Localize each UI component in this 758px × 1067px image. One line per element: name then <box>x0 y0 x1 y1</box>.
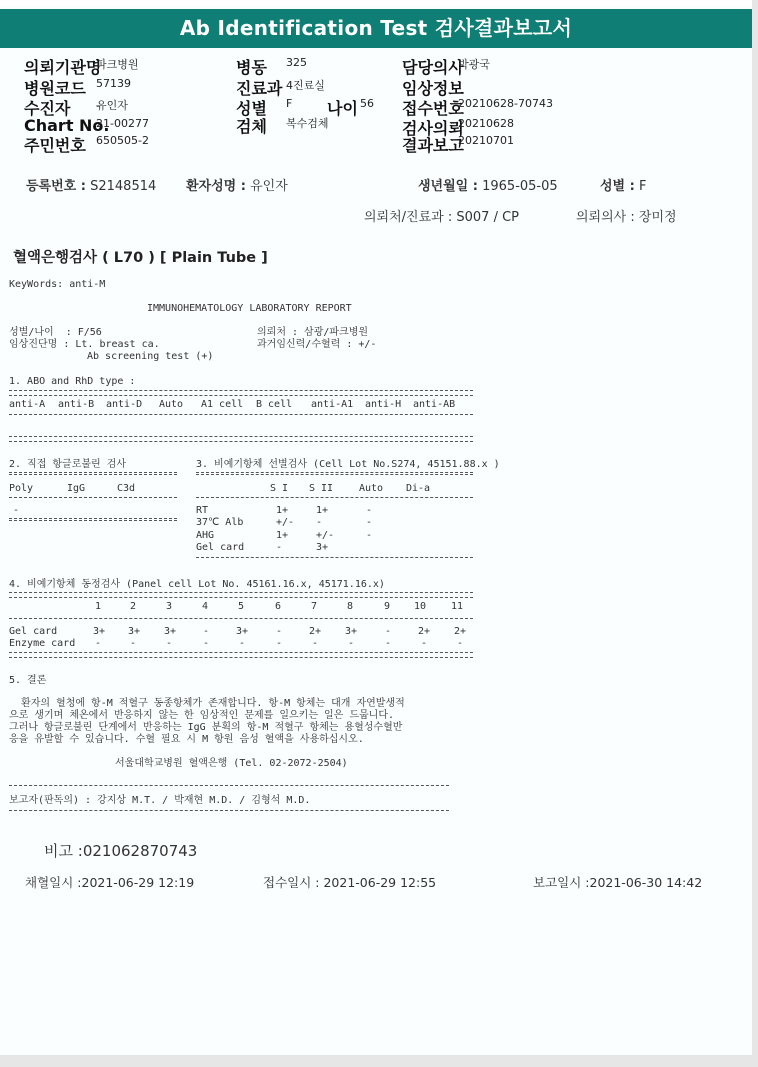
screen-cell: 1+ <box>316 505 329 516</box>
panel-header: 5 <box>238 601 245 612</box>
panel-header: 10 <box>414 601 427 612</box>
panel-row-name: Gel card <box>9 626 58 637</box>
dept-label: 의뢰처/진료과 : <box>364 210 453 225</box>
divider <box>9 390 473 396</box>
clinical-info-label: 임상정보 <box>402 79 464 98</box>
panel-cell: 3+ <box>164 626 177 637</box>
panel-cell: - <box>276 638 283 649</box>
divider <box>9 497 177 498</box>
specimen-label: 검체 <box>236 117 267 136</box>
chart-no-label: Chart No. <box>24 116 110 135</box>
receipt-no-value: 20210628-70743 <box>458 97 553 110</box>
screen-header: Auto <box>359 483 384 494</box>
dat-header: IgG <box>67 483 86 494</box>
receipt-no-label: 접수번호 <box>402 99 464 118</box>
chart-no-value: 21-00277 <box>96 117 149 130</box>
collect-line <box>25 873 194 891</box>
panel-cell: - <box>130 638 137 649</box>
panel-cell: 3+ <box>128 626 141 637</box>
abo-header: anti-D <box>106 399 143 410</box>
patient-value: 유인자 <box>96 99 128 112</box>
panel-cell: - <box>348 638 355 649</box>
panel-cell: - <box>203 626 210 637</box>
panel-cell: 2+ <box>454 626 467 637</box>
panel-cell: - <box>421 638 428 649</box>
department-value: 4진료실 <box>286 79 325 92</box>
reg-no-label: 등록번호 : <box>26 179 86 194</box>
abo-header: Auto <box>159 399 184 410</box>
panel-cell: - <box>276 626 283 637</box>
divider <box>9 810 449 811</box>
abo-header: A1 cell <box>201 399 244 410</box>
conclusion-line: 환자의 혈청에 항-M 적혈구 동종항체가 존재합니다. 항-M 항체는 대개 자연발생적 <box>9 698 405 709</box>
conclusion-line: 으로 생기며 체온에서 반응하지 않는 한 임상적인 문제를 일으키는 일은 드뭅니다. <box>9 710 395 721</box>
receive-label: 접수일시 : <box>263 875 320 890</box>
section4-title: 4. 비예기항체 동정검사 (Panel cell Lot No. 45161.16.x, 45171.16.x) <box>9 579 385 590</box>
hospital-label: 의뢰기관명 <box>24 58 102 77</box>
panel-cell: - <box>457 638 464 649</box>
report-value: 2021-06-30 14:42 <box>589 875 703 890</box>
divider <box>9 518 177 521</box>
doctor-label: 담당의사 <box>402 58 464 77</box>
panel-header: 2 <box>130 601 137 612</box>
patient-name-label: 환자성명 : <box>186 179 246 194</box>
panel-cell: - <box>312 638 319 649</box>
divider <box>9 472 177 475</box>
screen-cell: - <box>316 517 323 528</box>
screen-cell: - <box>366 530 373 541</box>
divider <box>9 436 473 442</box>
note-line <box>44 840 197 861</box>
referring-doctor-label: 의뢰의사 : <box>576 210 635 225</box>
dob-label: 생년월일 : <box>418 179 478 194</box>
screen-cell: - <box>276 542 283 553</box>
abo-header: anti-B <box>58 399 95 410</box>
dob-value: 1965-05-05 <box>482 179 558 194</box>
sex-age: 성별/나이 : F/56 <box>9 327 102 338</box>
patient-label: 수진자 <box>24 99 71 118</box>
divider <box>9 618 473 619</box>
screen-cell: +/- <box>276 517 295 528</box>
patient-name-value: 유인자 <box>250 179 288 194</box>
screening-result: Ab screening test (+) <box>87 351 214 362</box>
panel-cell: - <box>239 638 246 649</box>
reg-no-value: S2148514 <box>90 179 157 194</box>
divider <box>196 472 473 475</box>
panel-header: 3 <box>166 601 173 612</box>
hospital-code-label: 병원코드 <box>24 79 86 98</box>
collect-label: 채혈일시 : <box>25 875 82 890</box>
top-strip <box>0 0 752 6</box>
report-label: 보고일시 : <box>533 875 590 890</box>
ward-value: 325 <box>286 56 307 69</box>
report-line <box>533 873 702 891</box>
panel-cell: - <box>385 638 392 649</box>
panel-header: 11 <box>451 601 464 612</box>
ward-label: 병동 <box>236 58 267 77</box>
abo-header: B cell <box>256 399 293 410</box>
panel-header: 9 <box>384 601 391 612</box>
panel-cell: 3+ <box>345 626 358 637</box>
panel-cell: 2+ <box>309 626 322 637</box>
divider <box>9 592 473 598</box>
panel-header: 7 <box>311 601 318 612</box>
panel-cell: - <box>95 638 102 649</box>
panel-cell: 3+ <box>93 626 106 637</box>
screen-row-name: RT <box>196 505 209 516</box>
report-title: Ab Identification Test 검사결과보고서 <box>0 9 752 48</box>
section3-title: 3. 비예기항체 선별검사 (Cell Lot No.S274, 45151.88.x ) <box>196 459 500 470</box>
panel-cell: 3+ <box>236 626 249 637</box>
panel-header: 8 <box>347 601 354 612</box>
sex-label: 성별 <box>236 99 267 118</box>
id-number-value: 650505-2 <box>96 134 149 147</box>
screen-header: Di-a <box>406 483 431 494</box>
screen-row-name: 37℃ Alb <box>196 517 244 528</box>
divider <box>9 414 473 415</box>
screen-cell: 3+ <box>316 542 329 553</box>
age-label: 나이 <box>327 99 358 118</box>
screen-cell: 1+ <box>276 505 289 516</box>
receive-value: 2021-06-29 12:55 <box>323 875 437 890</box>
panel-header: 1 <box>95 601 102 612</box>
panel-cell: - <box>385 626 392 637</box>
screen-row-name: AHG <box>196 530 215 541</box>
hospital-code-value: 57139 <box>96 77 131 90</box>
doctor-value: 박광국 <box>458 58 490 71</box>
screen-cell: - <box>366 517 373 528</box>
section-title: 혈액은행검사 ( L70 ) [ Plain Tube ] <box>13 250 268 266</box>
section1-title: 1. ABO and RhD type : <box>9 376 136 387</box>
screen-row-name: Gel card <box>196 542 245 553</box>
conclusion-line: 응을 유발할 수 있습니다. 수혈 필요 시 M 항원 음성 혈액을 사용하십시오. <box>9 734 364 745</box>
id-number-label: 주민번호 <box>24 136 86 155</box>
panel-cell: - <box>166 638 173 649</box>
lab-report-title: IMMUNOHEMATOLOGY LABORATORY REPORT <box>147 303 352 314</box>
patient-sex-value: F <box>638 179 647 194</box>
divider <box>9 785 449 786</box>
divider <box>196 557 473 558</box>
screen-header: S II <box>309 483 334 494</box>
department-label: 진료과 <box>236 79 283 98</box>
reporters: 보고자(판독의) : 강지상 M.T. / 박재현 M.D. / 김형석 M.D. <box>9 795 311 806</box>
dat-header: Poly <box>9 483 34 494</box>
request-date-label: 검사의뢰 <box>402 119 464 138</box>
patient-sex-label: 성별 : <box>600 179 635 194</box>
note-value: 021062870743 <box>82 842 198 860</box>
divider <box>9 652 473 658</box>
dat-header: C3d <box>117 483 136 494</box>
panel-cell: 2+ <box>418 626 431 637</box>
panel-header: 6 <box>275 601 282 612</box>
panel-cell: - <box>203 638 210 649</box>
screen-cell: +/- <box>316 530 335 541</box>
receive-line <box>263 873 436 891</box>
history: 과거임신력/수혈력 : +/- <box>257 339 377 350</box>
diagnosis: 임상진단명 : Lt. breast ca. <box>9 339 160 350</box>
collect-value: 2021-06-29 12:19 <box>81 875 195 890</box>
panel-row-name: Enzyme card <box>9 638 76 649</box>
section5-title: 5. 결론 <box>9 675 47 686</box>
specimen-value: 복수검체 <box>286 117 329 130</box>
hospital-value: 파크병원 <box>96 58 139 71</box>
conclusion-line: 그러나 항글로불린 단계에서 반응하는 IgG 분획의 항-M 적혈구 항체는 용혈성수혈반 <box>9 722 403 733</box>
hospital-contact: 서울대학교병원 혈액은행 (Tel. 02-2072-2504) <box>115 758 348 769</box>
abo-header: anti-AB <box>413 399 456 410</box>
abo-header: anti-A1 <box>311 399 354 410</box>
result-date-value: 20210701 <box>458 134 514 147</box>
screen-cell: - <box>366 505 373 516</box>
note-label: 비고 : <box>44 842 83 860</box>
panel-header: 4 <box>202 601 209 612</box>
request-date-value: 20210628 <box>458 117 514 130</box>
screen-cell: 1+ <box>276 530 289 541</box>
dept-value: S007 / CP <box>456 210 520 225</box>
screen-header: S I <box>270 483 289 494</box>
abo-header: anti-H <box>365 399 402 410</box>
divider <box>196 497 473 498</box>
age-value: 56 <box>360 97 374 110</box>
abo-header: anti-A <box>9 399 46 410</box>
referrer: 의뢰처 : 삼광/파크병원 <box>257 327 369 338</box>
referring-doctor-value: 장미정 <box>638 210 677 225</box>
result-date-label: 결과보고 <box>402 136 464 155</box>
sex-value: F <box>286 97 293 110</box>
dat-value: - <box>13 505 20 516</box>
section2-title: 2. 직접 항글로불린 검사 <box>9 459 127 470</box>
keywords: KeyWords: anti-M <box>9 279 106 290</box>
